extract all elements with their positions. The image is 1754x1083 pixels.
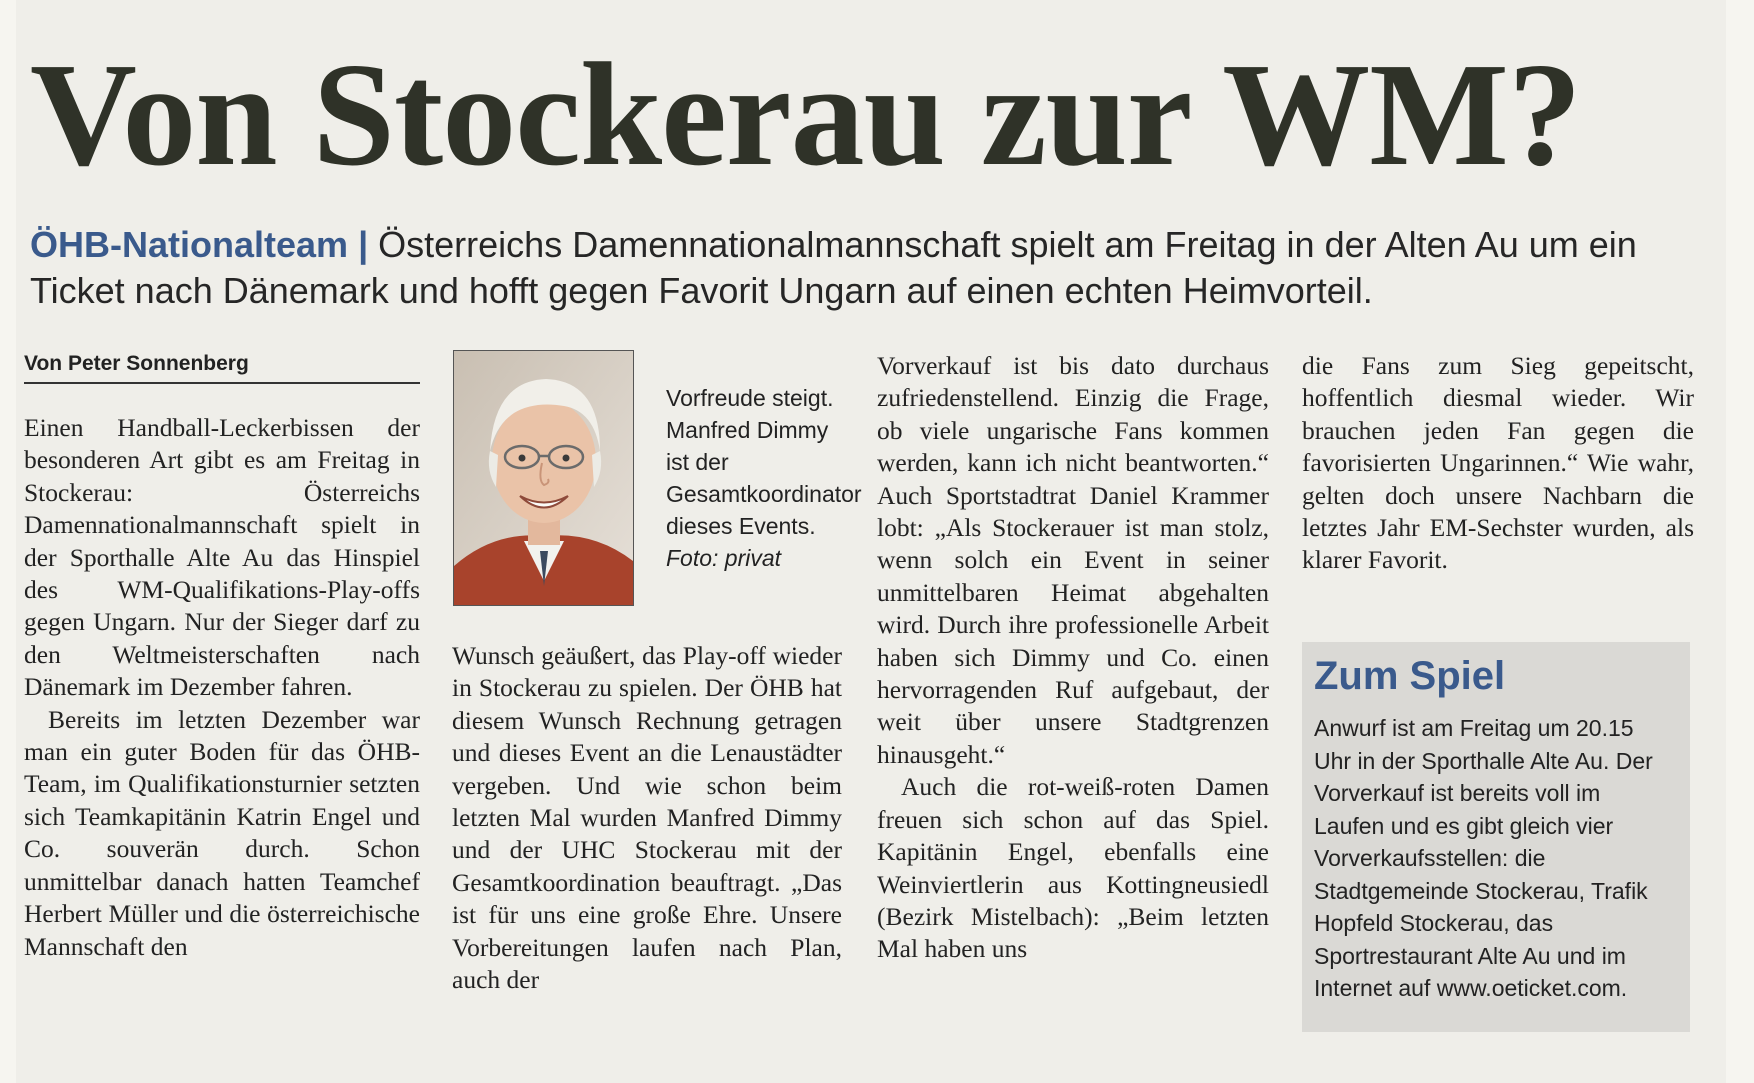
photo-caption-text: Vorfreude steigt. Manfred Dimmy ist der Gesamtkoordinator dieses Events. [666, 385, 862, 539]
info-box-text: Anwurf ist am Freitag um 20.15 Uhr in der Sporthalle Alte Au. Der Vorverkauf ist bereits voll im Laufen und es gibt gleich vier Vorverkaufsstellen: die Stadtgemeinde Stockerau, Trafik Hopfeld Stockerau, das Sportrestaurant Alte Au und im Internet auf www.oeticket.com. [1314, 715, 1653, 1001]
article-column-2 [452, 640, 842, 996]
byline: Von Peter Sonnenberg [24, 352, 420, 384]
article-paragraph: Vorverkauf ist bis dato durchaus zufriedenstellend. Einzig die Frage, ob viele ungarische Fans kommen werden, kann ich nicht beantworten.“ Auch Sportstadtrat Daniel Krammer lobt: „Als Stockerauer ist man stolz, wenn solch ein Event in seiner unmittelbaren Heimat abgehalten wird. Durch ihre professionelle Arbeit haben sich Dimmy und Co. einen hervorragenden Ruf aufgebaut, der weit über unsere Stadtgrenzen hinausgeht.“ [877, 351, 1269, 769]
article-paragraph: Wunsch geäußert, das Play-off wieder in Stockerau zu spielen. Der ÖHB hat diesem Wunsch Rechnung getragen und dieses Event an die Lenaustädter vergeben. Und wie schon beim letzten Mal wurden Manfred Dimmy und der UHC Stockerau mit der Gesamtkoordination beauftragt. „Das ist für uns eine große Ehre. Unsere Vorbereitungen laufen nach Plan, auch der [452, 641, 842, 995]
info-box [1302, 642, 1690, 1032]
article-paragraph: die Fans zum Sieg gepeitscht, hoffentlich diesmal wieder. Wir brauchen jeden Fan gegen die favorisierten Ungarinnen.“ Wie wahr, gelten doch unsere Nachbarn die letztes Jahr EM-Sechster wurden, als klarer Favorit. [1302, 351, 1694, 575]
article-column-1 [24, 412, 420, 963]
info-box-title: Zum Spiel [1314, 654, 1506, 698]
subheadline [30, 222, 1670, 314]
portrait-photo [453, 350, 634, 606]
article-paragraph: Auch die rot-weiß-roten Damen freuen sich schon auf das Spiel. Kapitänin Engel, ebenfalls eine Weinviertlerin aus Kottingneusiedl (Bezirk Mistelbach): „Beim letzten Mal haben uns [877, 772, 1269, 964]
article-column-4 [1302, 350, 1694, 577]
photo-credit: Foto: privat [666, 545, 782, 571]
article-paragraph: Einen Handball-Leckerbissen der besonderen Art gibt es am Freitag in Stockerau: Österreichs Damennationalmannschaft spielt in der Sporthalle Alte Au das Hinspiel des WM-Qualifikations-Play-offs gegen Ungarn. Nur der Sieger darf zu den Weltmeisterschaften nach Dänemark im Dezember fahren. [24, 413, 420, 702]
subhead-separator: | [358, 224, 369, 265]
portrait-illustration [454, 351, 633, 605]
subhead-kicker: ÖHB-Nationalteam [30, 224, 349, 265]
headline: Von Stockerau zur WM? [30, 33, 1581, 197]
photo-caption [666, 382, 862, 574]
subhead-text: Österreichs Damennationalmannschaft spielt am Freitag in der Alten Au um ein Ticket nach Dänemark und hofft gegen Favorit Ungarn auf einen echten Heimvorteil. [30, 224, 1637, 311]
article-paragraph: Bereits im letzten Dezember war man ein guter Boden für das ÖHB-Team, im Qualifikationsturnier setzten sich Teamkapitänin Katrin Engel und Co. souverän durch. Schon unmittelbar danach hatten Teamchef Herbert Müller und die österreichische Mannschaft den [24, 704, 420, 961]
article-column-3 [877, 350, 1269, 966]
